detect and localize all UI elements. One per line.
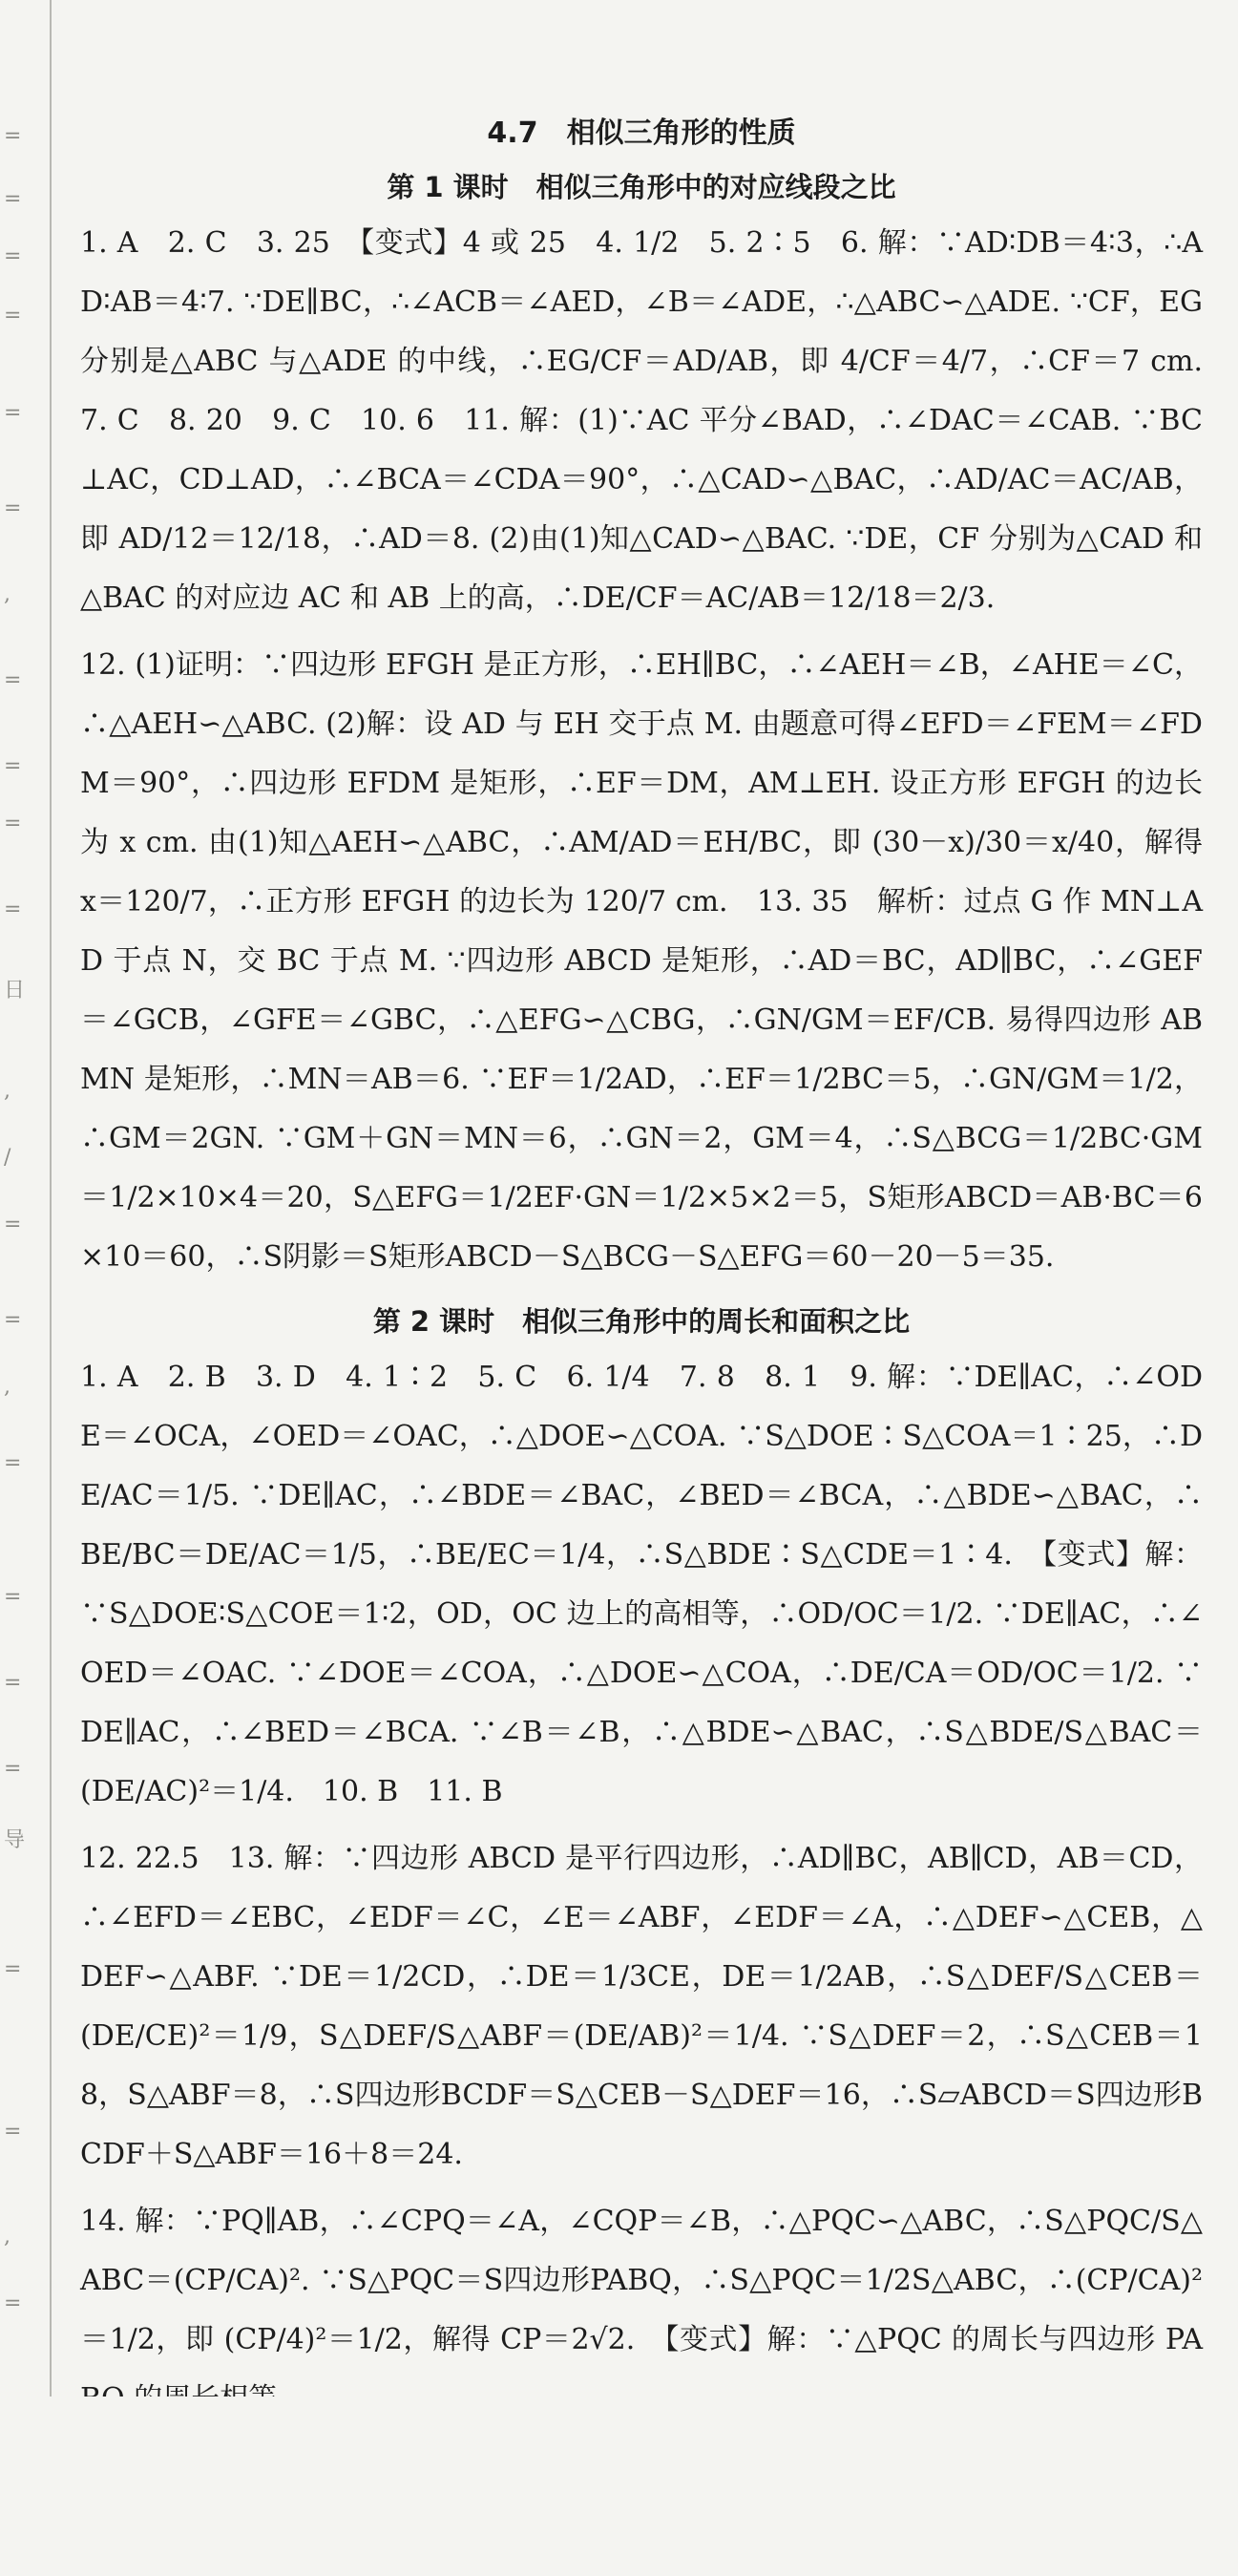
answer-page [80, 107, 1231, 2437]
gutter-mark: = [4, 2120, 22, 2143]
gutter-mark: = [4, 1585, 22, 1609]
gutter-mark: = [4, 124, 22, 148]
gutter-mark: 导 [4, 1828, 26, 1852]
gutter-mark: = [4, 897, 22, 921]
gutter-mark: = [4, 754, 22, 778]
gutter-mark: = [4, 1451, 22, 1475]
gutter-mark: = [4, 401, 22, 425]
gutter-mark: = [4, 1957, 22, 1981]
gutter-mark: = [4, 812, 22, 835]
gutter-mark: , [4, 1079, 10, 1103]
gutter-mark: = [4, 187, 22, 211]
lesson-1-title: 第 1 课时 相似三角形中的对应线段之比 [387, 171, 896, 203]
answer-paragraph: 12. 22.5 13. 解：∵四边形 ABCD 是平行四边形，∴AD∥BC，AB∥CD，AB＝CD，∴∠EFD＝∠EBC，∠EDF＝∠C，∠E＝∠ABF，∠EDF＝∠A，∴△DEF∽△CEB，△DEF∽△ABF. ∵DE＝1/2CD，∴DE＝1/3CE，DE＝1/2AB，∴S△DEF/S△CEB＝(DE/CE)²＝1/9，S△DEF/S△ABF＝(DE/AB)²＝1/4. ∵S△DEF＝2，∴S△CEB＝18，S△ABF＝8，∴S四边形BCDF＝S△CEB－S△DEF＝16，∴S▱ABCD＝S四边形BCDF＋S△ABF＝16＋8＝24. [80, 1842, 1203, 2171]
gutter-mark: , [4, 1375, 10, 1399]
section-title: 4.7 相似三角形的性质 [487, 116, 796, 150]
lesson-2-title: 第 2 课时 相似三角形中的周长和面积之比 [372, 1305, 911, 1338]
gutter-mark: = [4, 1213, 22, 1236]
binding-gutter [0, 0, 52, 2576]
answer-paragraph: 14. 解：∵PQ∥AB，∴∠CPQ＝∠A，∠CQP＝∠B，∴△PQC∽△ABC，∴S△PQC/S△ABC＝(CP/CA)². ∵S△PQC＝S四边形PABQ，∴S△PQC＝1/2S△ABC，∴(CP/CA)²＝1/2，即 (CP/4)²＝1/2，解得 CP＝2√2. 【变式】解：∵△PQC 的周长与四边形 PA [80, 2205, 1203, 2356]
gutter-mark: = [4, 496, 22, 520]
gutter-mark: = [4, 304, 22, 327]
gutter-mark: = [4, 1757, 22, 1781]
gutter-mark: , [4, 582, 10, 606]
answer-paragraph: 1. A 2. B 3. D 4. 1∶2 5. C 6. 1/4 7. 8 8. 1 9. 解：∵DE∥AC，∴∠ODE＝∠OCA，∠OED＝∠OAC，∴△DOE∽△COA. ∵S△DOE∶S△COA＝1∶25，∴DE/AC＝1/5. ∵DE∥AC，∴∠BDE＝∠BAC，∠BED＝∠BCA，∴△BDE∽△BAC，∴BE/BC＝DE/AC＝1/5，∴BE/EC＝1/4，∴S△BDE∶S△CDE＝1∶4. 【变式】解：∵S△DOE∶S△COE＝1∶2，OD，OC 边上的高相等，∴OD/OC＝1/2. ∵DE∥AC，∴∠OED＝∠OAC. ∵∠DOE＝∠COA，∴△DOE∽△COA，∴DE/CA＝OD/OC＝1/2. ∵DE∥AC，∴∠BED＝∠BCA. ∵∠B＝∠B，∴△BDE∽△BAC，∴S△BDE/S△BAC＝(DE/AC)²＝1/4. 10. B 11. B [80, 1361, 1203, 1808]
gutter-mark: , [4, 2225, 10, 2249]
page-bottom-margin [0, 2397, 1238, 2576]
gutter-mark: = [4, 2291, 22, 2315]
gutter-mark: = [4, 1308, 22, 1332]
answer-paragraph: 12. (1)证明：∵四边形 EFGH 是正方形，∴EH∥BC，∴∠AEH＝∠B，∠AHE＝∠C，∴△AEH∽△ABC. (2)解：设 AD 与 EH 交于点 M. 由题意可得∠EFD＝∠FEM＝∠FDM＝90°，∴四边形 EFDM 是矩形，∴EF＝DM，AM⊥EH. 设正方形 EFGH 的边长为 x cm. 由(1)知△AEH∽△ABC，∴AM/AD＝EH/BC，即 (30－x)/30＝x/40，解得 x＝120/7，∴正方形 EFGH 的边长为 120/7 cm. 13. 35 解析：过点 G 作 MN⊥AD 于点 N，交 BC 于点 M. ∵四边形 ABCD 是矩形，∴AD＝BC，AD∥BC，∴∠GEF＝∠GCB，∠GFE＝∠GBC，∴△EFG∽△CBG，∴GN/GM＝EF/CB. 易得四边形 ABMN 是矩形，∴MN＝AB＝6. ∵EF＝1/2AD，∴EF＝1/2BC＝5，∴GN/GM＝1/2，∴GM＝2GN. ∵GM＋GN＝MN＝6，∴GN＝2，GM＝4，∴S△BCG＝1/2BC·GM＝1/2×10×4＝20，S△EFG＝1/2EF·GN＝1/2×5×2＝5，S矩形ABCD＝AB·BC＝6×10＝60，∴S阴影＝S矩形ABCD－S△BCG－S△EFG＝60－20－5＝35. [80, 648, 1203, 1274]
gutter-mark: / [4, 1146, 11, 1170]
gutter-mark: = [4, 668, 22, 692]
gutter-mark: = [4, 1671, 22, 1695]
gutter-mark: 日 [4, 979, 26, 1003]
gutter-mark: = [4, 244, 22, 268]
answer-paragraph: 1. A 2. C 3. 25 【变式】4 或 25 4. 1/2 5. 2∶5 6. 解：∵AD∶DB＝4∶3，∴AD∶AB＝4∶7. ∵DE∥BC，∴∠ACB＝∠AED，∠B＝∠ADE，∴△ABC∽△ADE. ∵CF，EG 分别是△ABC 与△ADE 的中线，∴EG/CF＝AD/AB，即 4/CF＝4/7，∴CF＝7 cm. 7. C 8. 20 9. C 10. 6 11. 解：(1)∵AC 平分∠BAD，∴∠DAC＝∠CAB. ∵BC⊥AC，CD⊥AD，∴∠BCA＝∠CDA＝90°，∴△CAD∽△BAC，∴AD/AC＝AC/AB，即 AD/12＝12/18，∴AD＝8. (2)由(1)知△CAD∽△BAC. ∵DE，CF 分别为△CAD 和△BAC 的对应边 AC 和 AB 上的高，∴DE/CF＝AC/AB＝12/18＝2/3. [80, 226, 1231, 615]
